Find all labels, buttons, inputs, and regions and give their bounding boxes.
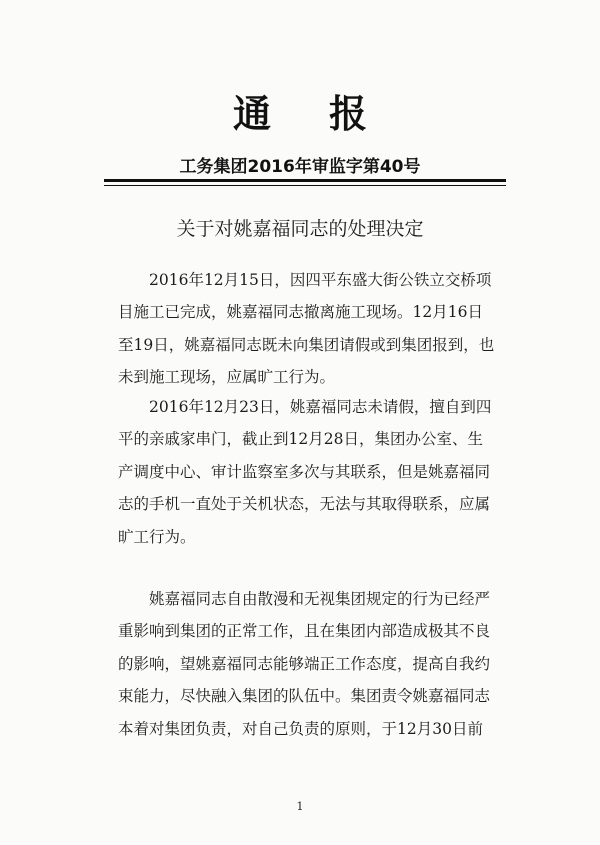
body-paragraph-3 xyxy=(118,583,496,745)
document-title: 关于对姚嘉福同志的处理决定 xyxy=(176,218,424,240)
paragraph-text: 2016年12月23日，姚嘉福同志未请假，擅自到四平的亲戚家串门，截止到12月28日，集团办公室、生产调度中心、审计监察室多次与其联系，但是姚嘉福同志的手机一直处于关机状态，无法与其取得联系，应属旷工行为。 xyxy=(118,398,492,546)
body-paragraph-1 xyxy=(118,264,496,394)
paragraph-text: 姚嘉福同志自由散漫和无视集团规定的行为已经严重影响到集团的正常工作，且在集团内部造成极其不良的影响，望姚嘉福同志能够端正工作态度，提高自我约束能力，尽快融入集团的队伍中。集团责令姚嘉福同志本着对集团负责，对自己负责的原则，于12月30日前 xyxy=(118,590,491,738)
header-rule-thick xyxy=(104,179,506,182)
body-paragraph-2 xyxy=(118,391,496,553)
header-rule-thin xyxy=(104,185,506,186)
document-number: 工务集团2016年审监字第40号 xyxy=(179,157,421,177)
notice-heading: 通报 xyxy=(232,92,425,136)
paragraph-text: 2016年12月15日，因四平东盛大街公铁立交桥项目施工已完成，姚嘉福同志撤离施工现场。12月16日至19日，姚嘉福同志既未向集团请假或到集团报到，也未到施工现场，应属旷工行为。 xyxy=(118,271,495,387)
page-number: 1 xyxy=(296,800,304,813)
